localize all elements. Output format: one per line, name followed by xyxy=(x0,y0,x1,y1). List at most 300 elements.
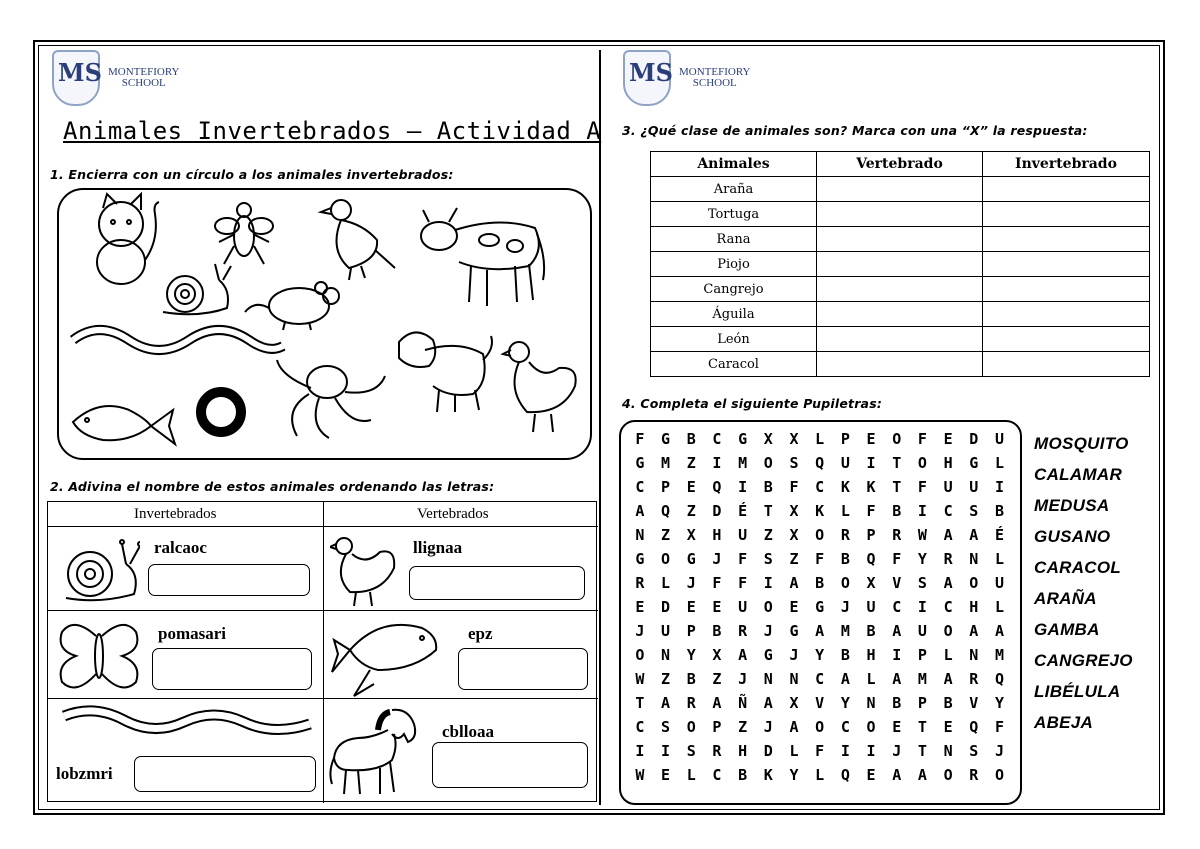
grid-letter[interactable]: E xyxy=(686,598,696,616)
grid-letter[interactable]: Q xyxy=(866,550,876,568)
grid-letter[interactable]: O xyxy=(635,646,645,664)
grid-letter[interactable]: W xyxy=(635,766,645,784)
grid-letter[interactable]: A xyxy=(892,622,902,640)
word-list-item: ARAÑA xyxy=(1034,589,1097,608)
grid-letter[interactable]: U xyxy=(943,478,953,496)
grid-letter[interactable]: C xyxy=(635,478,645,496)
grid-letter[interactable]: B xyxy=(840,550,850,568)
grid-letter[interactable]: O xyxy=(866,718,876,736)
horse-icon xyxy=(328,700,428,800)
word-list-item: CANGREJO xyxy=(1034,651,1133,670)
grid-letter[interactable]: O xyxy=(763,598,773,616)
grid-row xyxy=(627,571,1012,595)
grid-letter[interactable]: Z xyxy=(738,718,748,736)
grid-letter[interactable]: D xyxy=(763,742,773,760)
grid-letter[interactable]: A xyxy=(738,646,748,664)
grid-letter[interactable]: L xyxy=(686,766,696,784)
table-row xyxy=(651,277,1150,302)
grid-letter[interactable]: L xyxy=(661,574,671,592)
grid-letter[interactable]: A xyxy=(840,670,850,688)
word-search-grid xyxy=(627,427,1012,787)
grid-letter[interactable]: E xyxy=(943,718,953,736)
grid-letter[interactable]: M xyxy=(661,454,671,472)
grid-letter[interactable]: N xyxy=(866,694,876,712)
unscramble-table xyxy=(47,501,597,802)
word-list-item: CARACOL xyxy=(1034,558,1122,577)
grid-letter[interactable]: Z xyxy=(661,526,671,544)
grid-letter[interactable]: E xyxy=(892,718,902,736)
snail-icon xyxy=(60,532,140,604)
grid-letter[interactable]: P xyxy=(917,694,927,712)
invertebrado-cell[interactable] xyxy=(983,252,1150,277)
grid-letter[interactable]: L xyxy=(943,646,953,664)
grid-letter[interactable]: A xyxy=(943,574,953,592)
grid-letter[interactable]: J xyxy=(686,574,696,592)
grid-letter[interactable]: U xyxy=(994,430,1004,448)
grid-letter[interactable]: Y xyxy=(815,646,825,664)
grid-letter[interactable]: K xyxy=(763,766,773,784)
grid-row xyxy=(627,763,1012,787)
grid-letter[interactable]: É xyxy=(738,502,748,520)
invertebrado-cell[interactable] xyxy=(983,177,1150,202)
grid-letter[interactable]: J xyxy=(789,646,799,664)
vertebrado-cell[interactable] xyxy=(817,327,983,352)
grid-letter[interactable]: M xyxy=(917,670,927,688)
table-row xyxy=(651,327,1150,352)
word-list-item: GAMBA xyxy=(1034,620,1100,639)
grid-letter[interactable]: N xyxy=(969,550,979,568)
dog-icon xyxy=(399,332,492,412)
butterfly-icon xyxy=(56,616,140,694)
grid-letter[interactable]: Y xyxy=(840,694,850,712)
word-search-word-list xyxy=(1034,428,1133,738)
grid-letter[interactable]: G xyxy=(635,454,645,472)
grid-letter[interactable]: O xyxy=(943,622,953,640)
grid-letter[interactable]: K xyxy=(840,478,850,496)
grid-letter[interactable]: G xyxy=(738,430,748,448)
fish-icon xyxy=(330,610,440,700)
grid-letter[interactable]: X xyxy=(763,430,773,448)
grid-letter[interactable]: O xyxy=(686,718,696,736)
vertebrado-cell[interactable] xyxy=(817,302,983,327)
grid-letter[interactable]: C xyxy=(712,766,722,784)
grid-letter[interactable]: B xyxy=(943,694,953,712)
animal-name: Piojo xyxy=(651,252,817,277)
unscramble-row-line-1 xyxy=(48,610,598,611)
grid-letter[interactable]: V xyxy=(969,694,979,712)
classification-header-row xyxy=(651,152,1150,177)
grid-letter[interactable]: X xyxy=(789,694,799,712)
grid-letter[interactable]: S xyxy=(789,454,799,472)
table-row xyxy=(651,227,1150,252)
grid-letter[interactable]: S xyxy=(969,742,979,760)
grid-letter[interactable]: D xyxy=(969,430,979,448)
grid-letter[interactable]: I xyxy=(635,742,645,760)
scrambled-word-3: pomasari xyxy=(158,624,226,643)
grid-letter[interactable]: B xyxy=(815,574,825,592)
grid-letter[interactable]: A xyxy=(763,694,773,712)
grid-letter[interactable]: P xyxy=(917,646,927,664)
grid-letter[interactable]: F xyxy=(738,574,748,592)
vertebrado-cell[interactable] xyxy=(817,277,983,302)
grid-letter[interactable]: N xyxy=(661,646,671,664)
grid-letter[interactable]: P xyxy=(686,622,696,640)
grid-letter[interactable]: I xyxy=(763,574,773,592)
grid-letter[interactable]: H xyxy=(969,598,979,616)
vertebrado-cell[interactable] xyxy=(817,227,983,252)
grid-row xyxy=(627,739,1012,763)
grid-letter[interactable]: E xyxy=(635,598,645,616)
grid-letter[interactable]: E xyxy=(943,430,953,448)
grid-letter[interactable]: E xyxy=(686,478,696,496)
grid-letter[interactable]: B xyxy=(994,502,1004,520)
grid-letter[interactable]: L xyxy=(994,550,1004,568)
grid-letter[interactable]: O xyxy=(840,574,850,592)
grid-letter[interactable]: B xyxy=(686,670,696,688)
grid-letter[interactable]: E xyxy=(866,430,876,448)
grid-letter[interactable]: S xyxy=(763,550,773,568)
grid-letter[interactable]: J xyxy=(712,550,722,568)
grid-letter[interactable]: O xyxy=(763,454,773,472)
answer-box-3[interactable] xyxy=(152,648,312,690)
grid-letter[interactable]: P xyxy=(866,526,876,544)
grid-letter[interactable]: O xyxy=(815,718,825,736)
grid-letter[interactable]: C xyxy=(840,718,850,736)
grid-letter[interactable]: P xyxy=(840,430,850,448)
grid-letter[interactable]: X xyxy=(712,646,722,664)
grid-letter[interactable]: R xyxy=(712,742,722,760)
grid-letter[interactable]: J xyxy=(763,622,773,640)
invertebrado-cell[interactable] xyxy=(983,277,1150,302)
grid-letter[interactable]: S xyxy=(917,574,927,592)
vertebrado-cell[interactable] xyxy=(817,177,983,202)
grid-letter[interactable]: X xyxy=(789,526,799,544)
grid-letter[interactable]: L xyxy=(866,670,876,688)
grid-letter[interactable]: I xyxy=(994,478,1004,496)
grid-letter[interactable]: L xyxy=(840,502,850,520)
grid-letter[interactable]: A xyxy=(635,502,645,520)
grid-letter[interactable]: X xyxy=(789,502,799,520)
grid-letter[interactable]: T xyxy=(917,742,927,760)
grid-letter[interactable]: L xyxy=(789,742,799,760)
hen-icon xyxy=(330,532,400,608)
grid-letter[interactable]: Q xyxy=(994,670,1004,688)
grid-row xyxy=(627,619,1012,643)
grid-letter[interactable]: Z xyxy=(686,454,696,472)
grid-letter[interactable]: T xyxy=(892,478,902,496)
grid-letter[interactable]: J xyxy=(635,622,645,640)
grid-letter[interactable]: L xyxy=(994,454,1004,472)
invertebrado-cell[interactable] xyxy=(983,352,1150,377)
grid-letter[interactable]: R xyxy=(840,526,850,544)
invertebrado-cell[interactable] xyxy=(983,327,1150,352)
grid-letter[interactable]: Z xyxy=(661,670,671,688)
grid-letter[interactable]: F xyxy=(917,430,927,448)
answer-box-4[interactable] xyxy=(458,648,588,690)
grid-letter[interactable]: B xyxy=(712,622,722,640)
scrambled-word-4: epz xyxy=(468,624,493,643)
grid-letter[interactable]: U xyxy=(738,598,748,616)
invertebrado-cell[interactable] xyxy=(983,202,1150,227)
grid-letter[interactable]: P xyxy=(661,478,671,496)
grid-letter[interactable]: B xyxy=(866,622,876,640)
grid-letter[interactable]: M xyxy=(994,646,1004,664)
grid-letter[interactable]: O xyxy=(943,766,953,784)
grid-letter[interactable]: Ñ xyxy=(738,694,748,712)
grid-letter[interactable]: A xyxy=(892,670,902,688)
grid-letter[interactable]: H xyxy=(738,742,748,760)
grid-letter[interactable]: F xyxy=(712,574,722,592)
grid-letter[interactable]: F xyxy=(815,742,825,760)
grid-letter[interactable]: E xyxy=(789,598,799,616)
grid-letter[interactable]: G xyxy=(686,550,696,568)
grid-letter[interactable]: I xyxy=(892,646,902,664)
grid-letter[interactable]: I xyxy=(661,742,671,760)
grid-letter[interactable]: T xyxy=(892,454,902,472)
word-list-item: GUSANO xyxy=(1034,527,1111,546)
grid-letter[interactable]: J xyxy=(763,718,773,736)
grid-letter[interactable]: J xyxy=(840,598,850,616)
grid-letter[interactable]: L xyxy=(994,598,1004,616)
invertebrado-cell[interactable] xyxy=(983,227,1150,252)
grid-letter[interactable]: E xyxy=(866,766,876,784)
grid-letter[interactable]: G xyxy=(763,646,773,664)
grid-letter[interactable]: M xyxy=(840,622,850,640)
grid-letter[interactable]: V xyxy=(892,574,902,592)
table-row xyxy=(651,252,1150,277)
word-list-item: LIBÉLULA xyxy=(1034,682,1121,701)
grid-letter[interactable]: H xyxy=(712,526,722,544)
grid-letter[interactable]: O xyxy=(969,574,979,592)
grid-letter[interactable]: T xyxy=(763,502,773,520)
grid-letter[interactable]: C xyxy=(892,598,902,616)
grid-letter[interactable]: C xyxy=(943,502,953,520)
grid-letter[interactable]: G xyxy=(789,622,799,640)
hen-icon xyxy=(503,342,576,432)
word-list-item: MEDUSA xyxy=(1034,496,1110,515)
grid-letter[interactable]: J xyxy=(994,742,1004,760)
grid-letter[interactable]: K xyxy=(866,478,876,496)
grid-letter[interactable]: G xyxy=(815,598,825,616)
grid-letter[interactable]: C xyxy=(815,670,825,688)
grid-letter[interactable]: F xyxy=(635,430,645,448)
grid-letter[interactable]: O xyxy=(917,454,927,472)
grid-letter[interactable]: U xyxy=(917,622,927,640)
grid-letter[interactable]: B xyxy=(892,694,902,712)
answer-box-2[interactable] xyxy=(409,566,585,600)
grid-letter[interactable]: U xyxy=(866,598,876,616)
grid-letter[interactable]: C xyxy=(635,718,645,736)
grid-letter[interactable]: B xyxy=(686,430,696,448)
grid-letter[interactable]: Q xyxy=(712,478,722,496)
grid-letter[interactable]: T xyxy=(635,694,645,712)
grid-letter[interactable]: A xyxy=(892,766,902,784)
grid-letter[interactable]: W xyxy=(917,526,927,544)
grid-letter[interactable]: P xyxy=(712,718,722,736)
answer-box-5[interactable] xyxy=(134,756,316,792)
grid-letter[interactable]: F xyxy=(738,550,748,568)
grid-letter[interactable]: A xyxy=(712,694,722,712)
grid-letter[interactable]: L xyxy=(815,766,825,784)
vertebrado-cell[interactable] xyxy=(817,352,983,377)
octopus-icon xyxy=(277,360,385,438)
grid-letter[interactable]: I xyxy=(917,598,927,616)
grid-letter[interactable]: B xyxy=(763,478,773,496)
grid-row xyxy=(627,499,1012,523)
grid-letter[interactable]: R xyxy=(969,670,979,688)
grid-letter[interactable]: Z xyxy=(686,502,696,520)
scrambled-word-5: lobzmri xyxy=(56,764,113,783)
grid-letter[interactable]: Z xyxy=(763,526,773,544)
column-invertebrados: Invertebrados xyxy=(134,506,217,522)
grid-letter[interactable]: G xyxy=(635,550,645,568)
grid-letter[interactable]: R xyxy=(686,694,696,712)
grid-letter[interactable]: Y xyxy=(994,694,1004,712)
grid-letter[interactable]: A xyxy=(917,766,927,784)
grid-letter[interactable]: G xyxy=(969,454,979,472)
grid-letter[interactable]: I xyxy=(866,454,876,472)
grid-letter[interactable]: I xyxy=(840,742,850,760)
grid-letter[interactable]: N xyxy=(763,670,773,688)
grid-letter[interactable]: F xyxy=(815,550,825,568)
grid-letter[interactable]: A xyxy=(969,526,979,544)
grid-letter[interactable]: K xyxy=(815,502,825,520)
grid-letter[interactable]: S xyxy=(661,718,671,736)
worm-icon xyxy=(54,700,316,748)
grid-letter[interactable]: A xyxy=(789,718,799,736)
grid-letter[interactable]: Y xyxy=(917,550,927,568)
grid-letter[interactable]: L xyxy=(815,430,825,448)
grid-row xyxy=(627,475,1012,499)
grid-letter[interactable]: N xyxy=(789,670,799,688)
school-name-line1: MONTEFIORY xyxy=(108,66,180,78)
grid-letter[interactable]: B xyxy=(738,766,748,784)
question-2-label: 2. Adivina el nombre de estos animales ordenando las letras: xyxy=(50,479,495,494)
grid-letter[interactable]: Q xyxy=(840,766,850,784)
grid-letter[interactable]: A xyxy=(815,622,825,640)
grid-letter[interactable]: U xyxy=(969,478,979,496)
unscramble-row-line-2 xyxy=(48,698,598,699)
grid-letter[interactable]: U xyxy=(738,526,748,544)
school-shield-icon xyxy=(623,50,671,106)
worm-icon xyxy=(73,330,283,350)
grid-letter[interactable]: Q xyxy=(815,454,825,472)
grid-letter[interactable]: M xyxy=(738,454,748,472)
grid-letter[interactable]: D xyxy=(661,598,671,616)
grid-letter[interactable]: F xyxy=(917,478,927,496)
grid-letter[interactable]: O xyxy=(815,526,825,544)
grid-letter[interactable]: F xyxy=(892,550,902,568)
grid-letter[interactable]: Q xyxy=(661,502,671,520)
grid-letter[interactable]: N xyxy=(635,526,645,544)
grid-letter[interactable]: J xyxy=(738,670,748,688)
mouse-icon xyxy=(245,282,339,330)
header-animales: Animales xyxy=(651,152,817,177)
invertebrado-cell[interactable] xyxy=(983,302,1150,327)
grid-letter[interactable]: B xyxy=(892,502,902,520)
grid-letter[interactable]: O xyxy=(661,550,671,568)
grid-letter[interactable]: A xyxy=(969,622,979,640)
grid-letter[interactable]: R xyxy=(892,526,902,544)
grid-letter[interactable]: F xyxy=(994,718,1004,736)
grid-letter[interactable]: Y xyxy=(686,646,696,664)
grid-letter[interactable]: A xyxy=(789,574,799,592)
grid-letter[interactable]: Q xyxy=(969,718,979,736)
grid-letter[interactable]: S xyxy=(686,742,696,760)
grid-letter[interactable]: A xyxy=(661,694,671,712)
grid-letter[interactable]: U xyxy=(840,454,850,472)
vertebrado-cell[interactable] xyxy=(817,252,983,277)
grid-letter[interactable]: V xyxy=(815,694,825,712)
grid-letter[interactable]: I xyxy=(738,478,748,496)
grid-letter[interactable]: D xyxy=(712,502,722,520)
unscramble-column-divider xyxy=(323,502,324,803)
grid-letter[interactable]: J xyxy=(892,742,902,760)
grid-letter[interactable]: C xyxy=(712,430,722,448)
grid-letter[interactable]: N xyxy=(969,646,979,664)
school-name-line2: SCHOOL xyxy=(121,77,166,89)
grid-letter[interactable]: A xyxy=(943,526,953,544)
grid-letter[interactable]: R xyxy=(738,622,748,640)
grid-letter[interactable]: O xyxy=(892,430,902,448)
grid-letter[interactable]: O xyxy=(994,766,1004,784)
answer-box-6[interactable] xyxy=(432,742,588,788)
grid-letter[interactable]: G xyxy=(661,430,671,448)
grid-letter[interactable]: E xyxy=(661,766,671,784)
grid-letter[interactable]: N xyxy=(943,742,953,760)
answer-box-1[interactable] xyxy=(148,564,310,596)
grid-letter[interactable]: T xyxy=(917,718,927,736)
grid-letter[interactable]: U xyxy=(661,622,671,640)
animal-name: Caracol xyxy=(651,352,817,377)
grid-letter[interactable]: X xyxy=(866,574,876,592)
grid-letter[interactable]: C xyxy=(943,598,953,616)
grid-letter[interactable]: F xyxy=(789,478,799,496)
grid-letter[interactable]: R xyxy=(635,574,645,592)
grid-letter[interactable]: R xyxy=(969,766,979,784)
grid-letter[interactable]: I xyxy=(917,502,927,520)
grid-letter[interactable]: F xyxy=(866,502,876,520)
grid-letter[interactable]: I xyxy=(866,742,876,760)
column-vertebrados: Vertebrados xyxy=(417,506,489,522)
grid-letter[interactable]: U xyxy=(994,574,1004,592)
grid-letter[interactable]: É xyxy=(994,526,1004,544)
grid-letter[interactable]: H xyxy=(943,454,953,472)
grid-letter[interactable]: A xyxy=(943,670,953,688)
grid-letter[interactable]: R xyxy=(943,550,953,568)
grid-letter[interactable]: E xyxy=(712,598,722,616)
table-row xyxy=(651,177,1150,202)
grid-letter[interactable]: S xyxy=(969,502,979,520)
header-invertebrado: Invertebrado xyxy=(983,152,1150,177)
grid-letter[interactable]: Z xyxy=(789,550,799,568)
grid-letter[interactable]: H xyxy=(866,646,876,664)
word-search-box xyxy=(619,420,1022,805)
grid-letter[interactable]: A xyxy=(994,622,1004,640)
grid-letter[interactable]: I xyxy=(712,454,722,472)
vertebrado-cell[interactable] xyxy=(817,202,983,227)
grid-letter[interactable]: Y xyxy=(789,766,799,784)
grid-letter[interactable]: X xyxy=(789,430,799,448)
grid-row xyxy=(627,691,1012,715)
grid-letter[interactable]: W xyxy=(635,670,645,688)
school-logo xyxy=(52,50,212,110)
grid-letter[interactable]: X xyxy=(686,526,696,544)
word-list-item: ABEJA xyxy=(1034,713,1094,732)
grid-letter[interactable]: B xyxy=(840,646,850,664)
grid-letter[interactable]: C xyxy=(815,478,825,496)
grid-letter[interactable]: Z xyxy=(712,670,722,688)
